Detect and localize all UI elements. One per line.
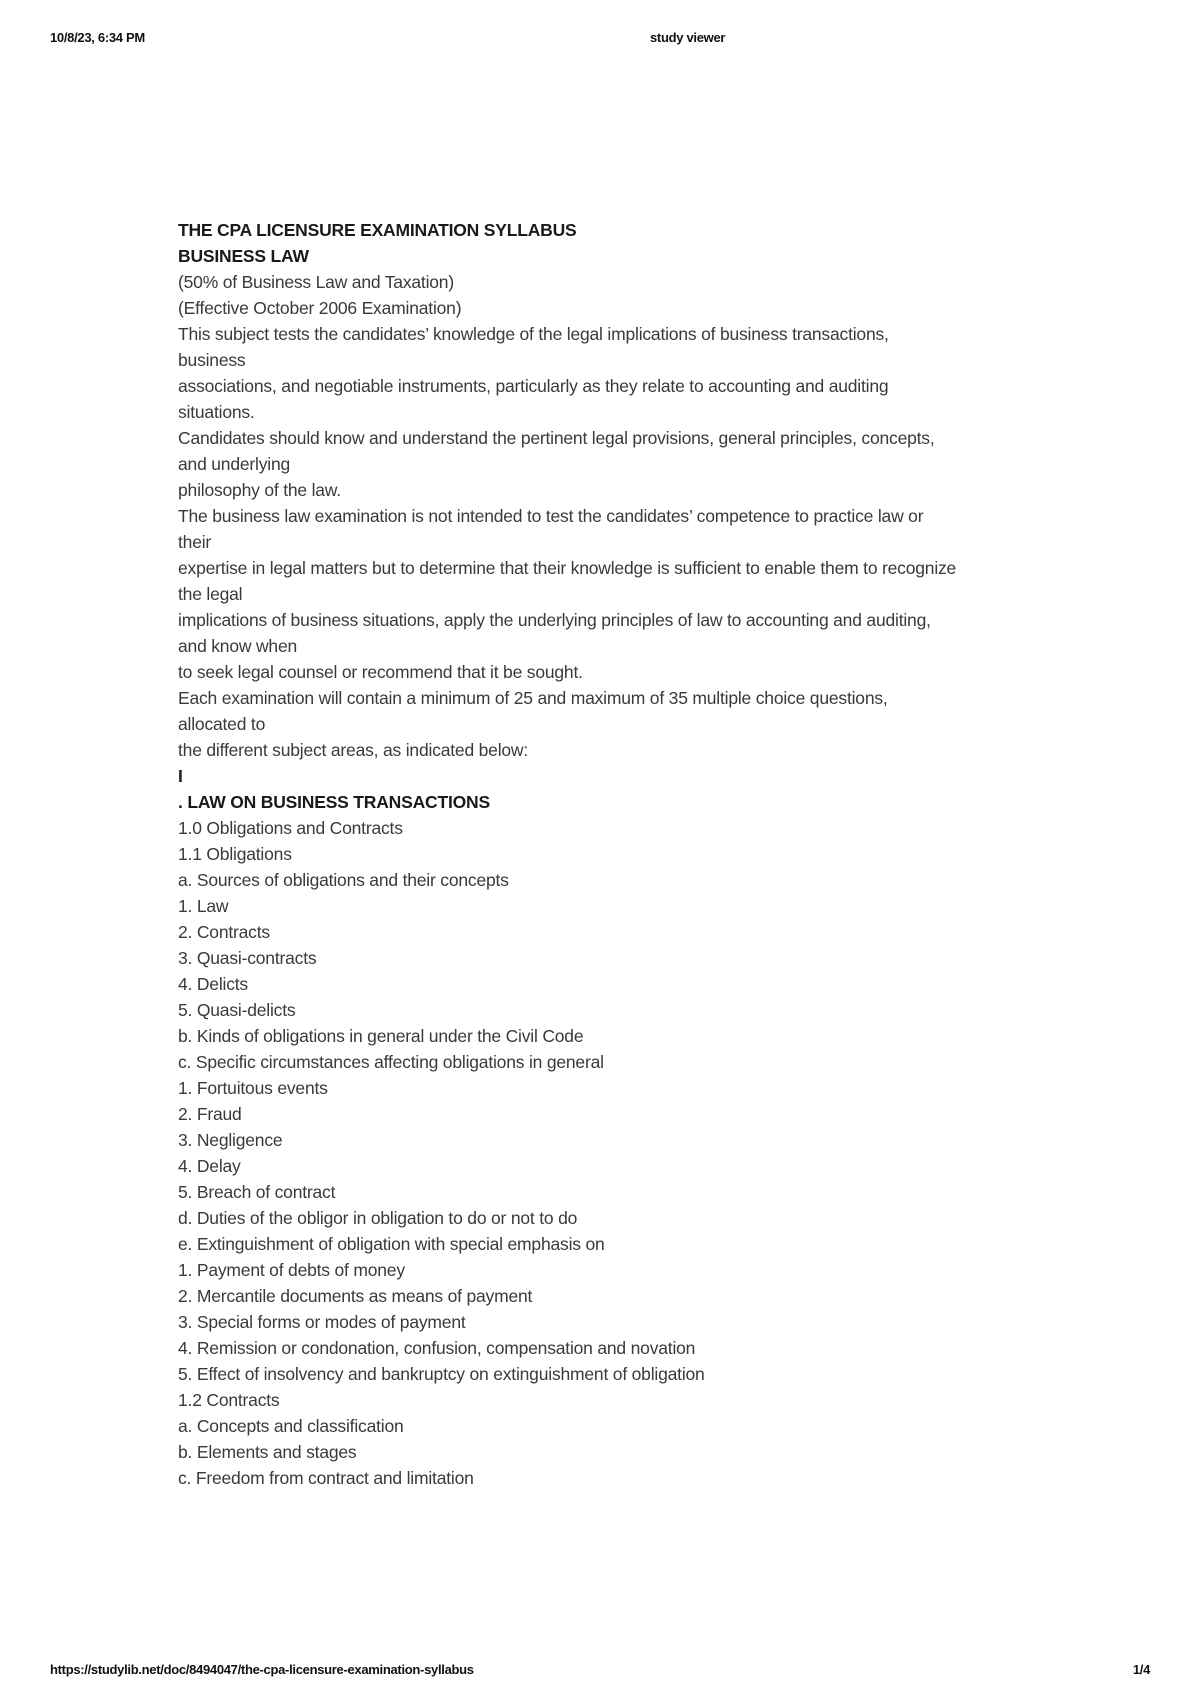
document-text-line: the legal bbox=[178, 584, 243, 604]
document-text-line: (50% of Business Law and Taxation) bbox=[178, 272, 454, 292]
document-text-line: the different subject areas, as indicated below: bbox=[178, 740, 529, 760]
document-text-line: 1. Law bbox=[178, 896, 229, 916]
document-text-line: 5. Quasi-delicts bbox=[178, 1000, 296, 1020]
document-text-line: their bbox=[178, 532, 212, 552]
document-text-line: situations. bbox=[178, 402, 255, 422]
document-text-line: c. Freedom from contract and limitation bbox=[178, 1468, 474, 1488]
document-text-line: 1. Payment of debts of money bbox=[178, 1260, 405, 1280]
document-text-line: c. Specific circumstances affecting obligations in general bbox=[178, 1052, 604, 1072]
document-text-line: b. Elements and stages bbox=[178, 1442, 357, 1462]
document-text-line: 4. Delicts bbox=[178, 974, 248, 994]
print-datetime: 10/8/23, 6:34 PM bbox=[50, 30, 145, 45]
print-footer bbox=[50, 1662, 1150, 1680]
document-text-line: 1.0 Obligations and Contracts bbox=[178, 818, 403, 838]
document-text-line: a. Sources of obligations and their concepts bbox=[178, 870, 509, 890]
document-text-line: Each examination will contain a minimum of 25 and maximum of 35 multiple choice questions, bbox=[178, 688, 888, 708]
document-text-line: and know when bbox=[178, 636, 298, 656]
document-heading-line: I bbox=[178, 766, 183, 786]
document-heading-line: THE CPA LICENSURE EXAMINATION SYLLABUS bbox=[178, 220, 577, 240]
document-text-line: (Effective October 2006 Examination) bbox=[178, 298, 462, 318]
document-heading-line: BUSINESS LAW bbox=[178, 246, 309, 266]
document-text-line: philosophy of the law. bbox=[178, 480, 341, 500]
print-header bbox=[50, 30, 1150, 48]
document-text-line: e. Extinguishment of obligation with special emphasis on bbox=[178, 1234, 605, 1254]
document-text-line: This subject tests the candidates’ knowledge of the legal implications of business transactions, bbox=[178, 324, 889, 344]
document-body bbox=[178, 217, 1058, 1491]
document-text-line: business bbox=[178, 350, 246, 370]
document-text-line: to seek legal counsel or recommend that it be sought. bbox=[178, 662, 583, 682]
document-text-line: b. Kinds of obligations in general under the Civil Code bbox=[178, 1026, 584, 1046]
document-text-line: a. Concepts and classification bbox=[178, 1416, 404, 1436]
document-heading-line: . LAW ON BUSINESS TRANSACTIONS bbox=[178, 792, 490, 812]
print-title: study viewer bbox=[650, 30, 726, 45]
document-text-line: 2. Contracts bbox=[178, 922, 270, 942]
document-text-line: 1.2 Contracts bbox=[178, 1390, 280, 1410]
document-text-line: 4. Delay bbox=[178, 1156, 241, 1176]
document-text-line: 5. Breach of contract bbox=[178, 1182, 336, 1202]
document-text-line: 3. Special forms or modes of payment bbox=[178, 1312, 466, 1332]
print-page-number: 1/4 bbox=[1132, 1662, 1150, 1677]
document-text-line: 1. Fortuitous events bbox=[178, 1078, 328, 1098]
document-text-line: 3. Quasi-contracts bbox=[178, 948, 317, 968]
document-text-line: d. Duties of the obligor in obligation to do or not to do bbox=[178, 1208, 578, 1228]
document-text-line: associations, and negotiable instruments, particularly as they relate to accounting and auditing bbox=[178, 376, 889, 396]
document-text-line: 2. Fraud bbox=[178, 1104, 242, 1124]
document-text-line: expertise in legal matters but to determine that their knowledge is sufficient to enable them to recognize bbox=[178, 558, 957, 578]
document-text-line: 5. Effect of insolvency and bankruptcy on extinguishment of obligation bbox=[178, 1364, 705, 1384]
document-text-line: 2. Mercantile documents as means of payment bbox=[178, 1286, 533, 1306]
document-text-line: 4. Remission or condonation, confusion, compensation and novation bbox=[178, 1338, 696, 1358]
document-text-line: 1.1 Obligations bbox=[178, 844, 292, 864]
document-text-line: allocated to bbox=[178, 714, 266, 734]
document-text-line: implications of business situations, apply the underlying principles of law to accounting and auditing, bbox=[178, 610, 931, 630]
document-text-line: 3. Negligence bbox=[178, 1130, 283, 1150]
document-text-line: Candidates should know and understand the pertinent legal provisions, general principles, concepts, bbox=[178, 428, 935, 448]
print-url: https://studylib.net/doc/8494047/the-cpa-licensure-examination-syllabus bbox=[50, 1662, 474, 1677]
document-text-line: and underlying bbox=[178, 454, 291, 474]
document-text-line: The business law examination is not intended to test the candidates’ competence to practice law or bbox=[178, 506, 924, 526]
